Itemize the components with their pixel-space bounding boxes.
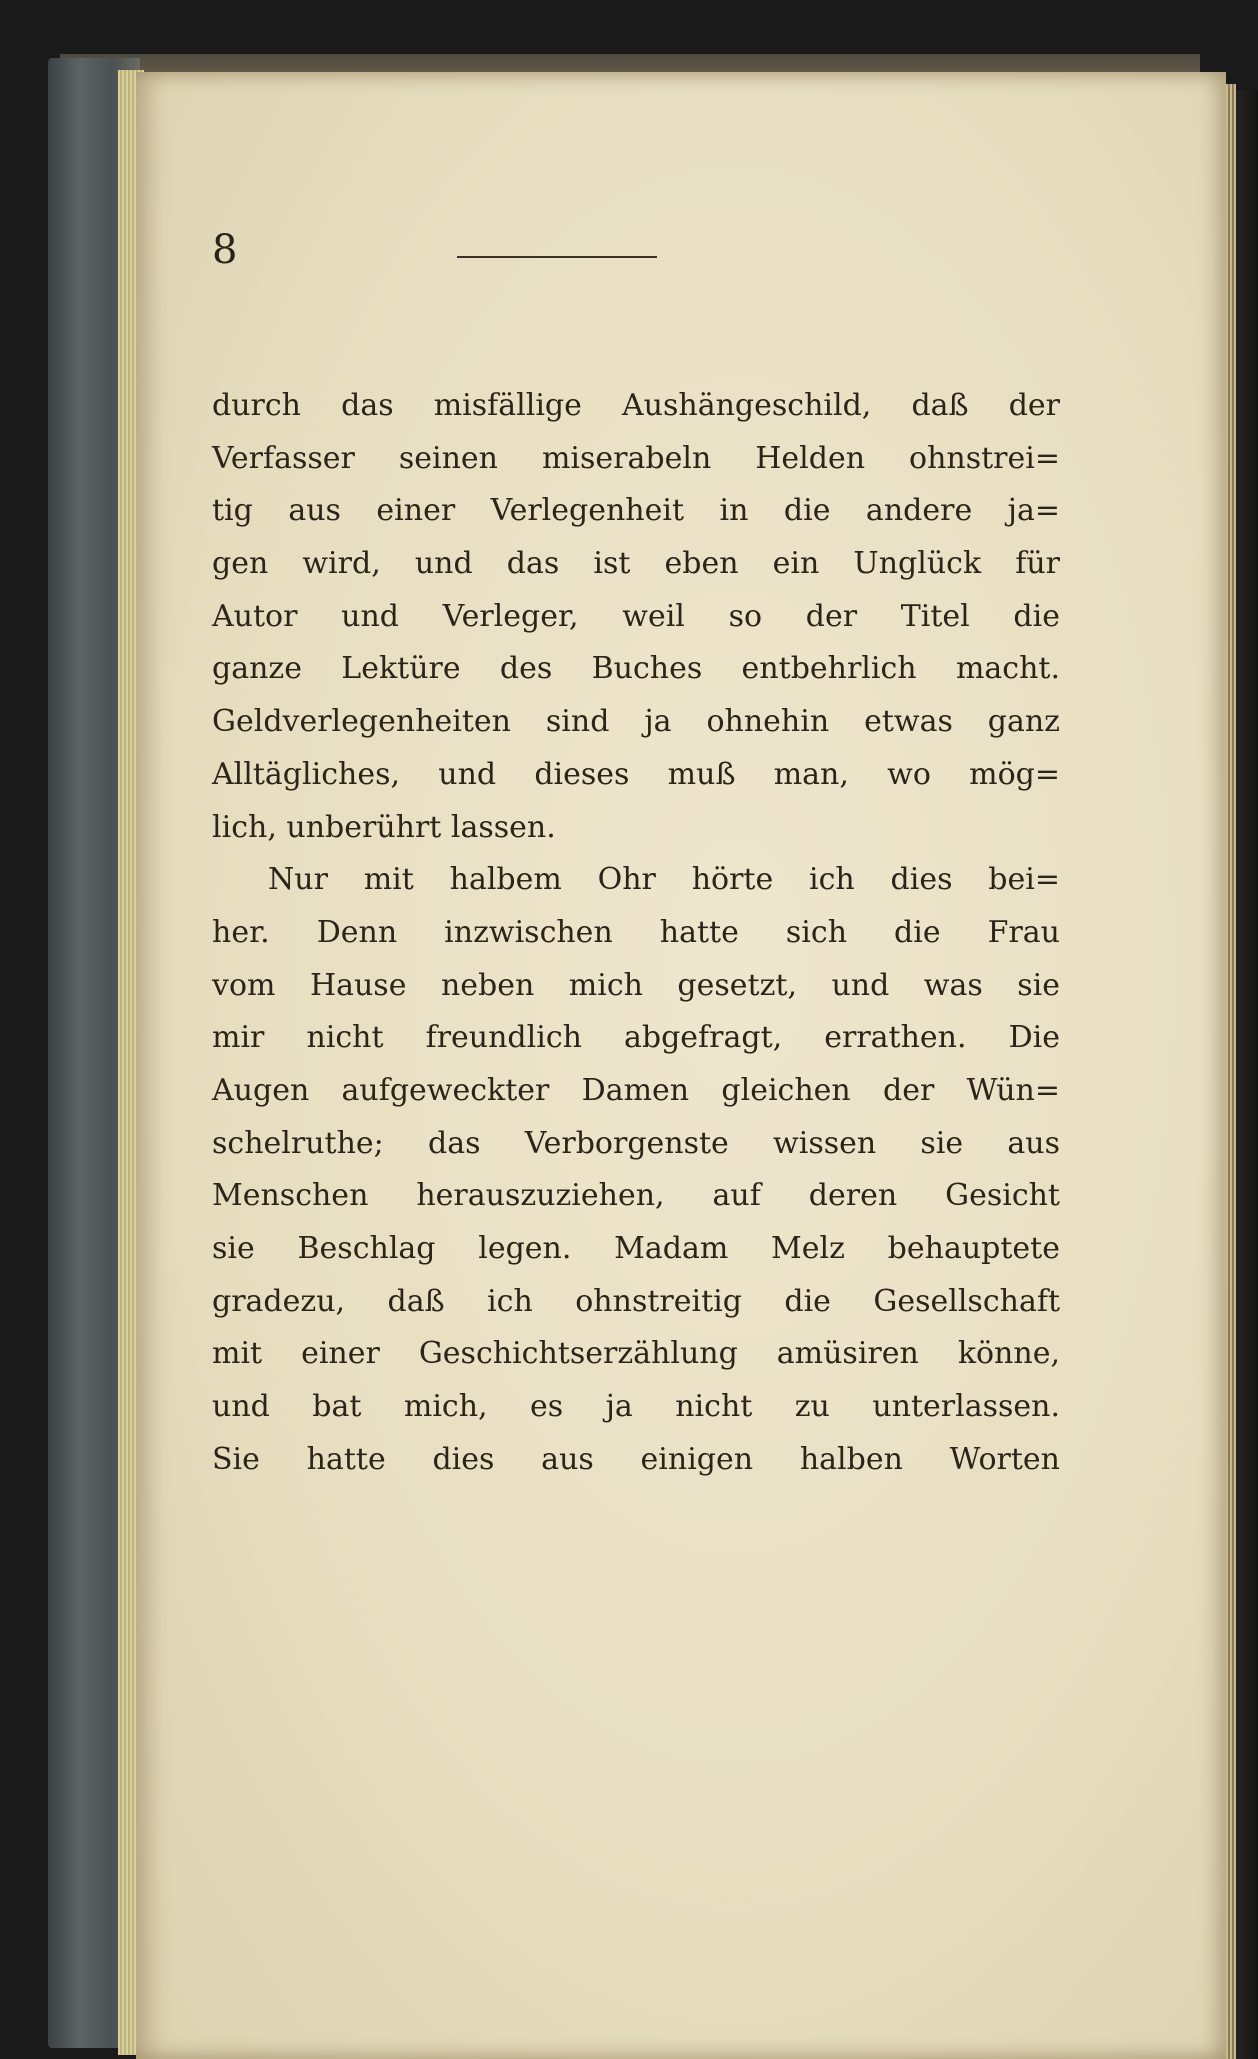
- text-line: mir nicht freundlich abgefragt, errathen. Die: [212, 1020, 1060, 1056]
- text-line: lich, unberührt lassen.: [212, 809, 556, 845]
- text-line: Sie hatte dies aus einigen halben Worten: [212, 1441, 1060, 1477]
- text-line: Nur mit halbem Ohr hörte ich dies bei=: [268, 862, 1060, 898]
- text-line: Geldverlegenheiten sind ja ohnehin etwas ganz: [212, 704, 1060, 740]
- page-header: [212, 220, 812, 280]
- text-line: Menschen herauszuziehen, auf deren Gesicht: [212, 1178, 1060, 1214]
- text-line: durch das misfällige Aushängeschild, daß der: [212, 388, 1060, 423]
- text-line: her. Denn inzwischen hatte sich die Frau: [212, 914, 1060, 950]
- page-number: 8: [212, 227, 238, 273]
- header-rule: [457, 256, 657, 258]
- text-line: schelruthe; das Verborgenste wissen sie aus: [212, 1125, 1060, 1161]
- text-line: tig aus einer Verlegenheit in die andere ja=: [212, 493, 1060, 529]
- text-line: Verfasser seinen miserabeln Helden ohnstrei=: [212, 440, 1060, 476]
- body-text: [212, 380, 1060, 1486]
- text-line: sie Beschlag legen. Madam Melz behauptete: [212, 1231, 1060, 1266]
- text-line: Augen aufgeweckter Damen gleichen der Wün=: [212, 1072, 1060, 1108]
- text-line: und bat mich, es ja nicht zu unterlassen.: [212, 1389, 1060, 1425]
- text-line: ganze Lektüre des Buches entbehrlich macht.: [212, 651, 1060, 687]
- text-line: gradezu, daß ich ohnstreitig die Gesellschaft: [212, 1283, 1060, 1319]
- text-line: Alltägliches, und dieses muß man, wo mög=: [212, 756, 1060, 792]
- text-line: vom Hause neben mich gesetzt, und was sie: [212, 967, 1060, 1003]
- text-line: gen wird, und das ist eben ein Unglück für: [212, 546, 1060, 582]
- text-line: mit einer Geschichtserzählung amüsiren könne,: [212, 1336, 1060, 1372]
- text-line: Autor und Verleger, weil so der Titel die: [212, 598, 1060, 634]
